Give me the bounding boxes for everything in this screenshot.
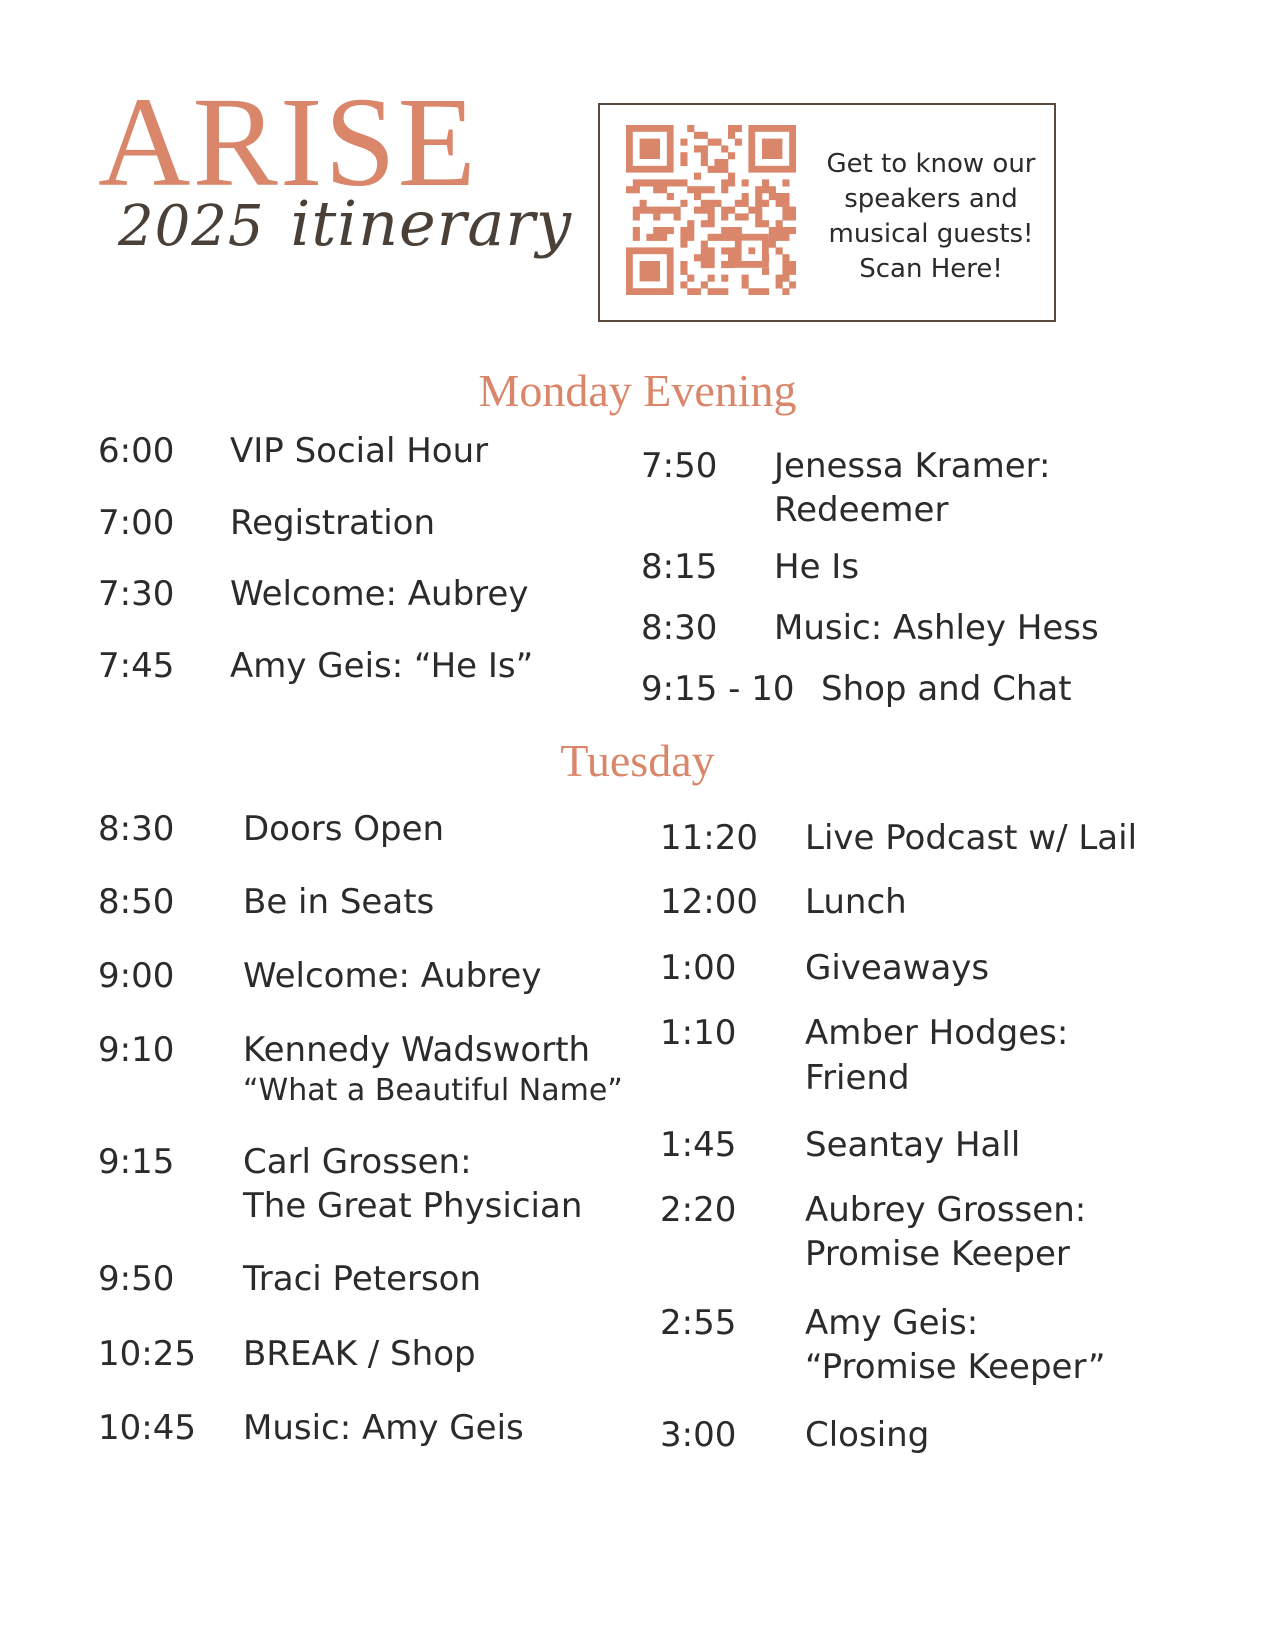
item-time: 1:45: [660, 1125, 737, 1165]
item-event: Amy Geis:: [805, 1303, 979, 1343]
item-event: Be in Seats: [243, 882, 435, 922]
item-time: 8:30: [98, 809, 175, 849]
item-event: Welcome: Aubrey: [230, 574, 529, 614]
qr-caption-line: musical guests!: [828, 219, 1034, 249]
item-time: 10:45: [98, 1408, 196, 1448]
qr-code-icon[interactable]: [626, 125, 796, 295]
page-title: ARISE: [98, 71, 478, 213]
item-event: Giveaways: [805, 948, 990, 988]
qr-caption-line: Get to know our: [826, 149, 1036, 179]
item-event: Welcome: Aubrey: [243, 956, 542, 996]
itinerary-subtitle: [118, 187, 572, 260]
item-time: 7:50: [641, 446, 718, 486]
item-event: BREAK / Shop: [243, 1334, 476, 1374]
item-event-line2: Promise Keeper: [805, 1234, 1070, 1274]
item-time: 9:10: [98, 1030, 175, 1070]
monday-heading: Monday Evening: [478, 365, 797, 416]
qr-callout: [598, 103, 1056, 322]
item-event: Carl Grossen:: [243, 1142, 472, 1182]
item-event: Kennedy Wadsworth: [243, 1030, 591, 1070]
item-time: 12:00: [660, 882, 758, 922]
item-event: Shop and Chat: [821, 669, 1072, 709]
item-time: 8:15: [641, 547, 718, 587]
qr-caption-line: Scan Here!: [859, 254, 1003, 284]
item-time: 7:30: [98, 574, 175, 614]
item-event: Lunch: [805, 882, 907, 922]
item-time: 8:30: [641, 608, 718, 648]
item-subtitle: “What a Beautiful Name”: [243, 1073, 623, 1108]
item-time: 1:00: [660, 948, 737, 988]
item-event: Doors Open: [243, 809, 445, 849]
item-event: Aubrey Grossen:: [805, 1190, 1087, 1230]
item-time: 9:50: [98, 1259, 175, 1299]
item-event: VIP Social Hour: [230, 431, 489, 471]
item-time: 9:00: [98, 956, 175, 996]
item-event: He Is: [774, 547, 860, 587]
itinerary-label: itinerary: [290, 187, 572, 260]
item-event: Jenessa Kramer:: [774, 446, 1051, 486]
qr-caption-line: speakers and: [844, 184, 1018, 214]
item-event-line2: “Promise Keeper”: [805, 1347, 1106, 1387]
item-event-line2: The Great Physician: [243, 1186, 583, 1226]
item-time: 1:10: [660, 1013, 737, 1053]
item-event: Seantay Hall: [805, 1125, 1021, 1165]
item-event-line2: Redeemer: [774, 490, 949, 530]
item-time: 6:00: [98, 431, 175, 471]
year-label: 2025: [118, 194, 265, 259]
item-time: 9:15 - 10: [641, 669, 795, 709]
item-time: 8:50: [98, 882, 175, 922]
item-time: 2:20: [660, 1190, 737, 1230]
item-event: Live Podcast w/ Lail: [805, 818, 1138, 858]
item-event: Registration: [230, 503, 436, 543]
item-time: 2:55: [660, 1303, 737, 1343]
item-event: Closing: [805, 1415, 930, 1455]
item-time: 11:20: [660, 818, 758, 858]
item-event: Traci Peterson: [243, 1259, 482, 1299]
item-event: Amber Hodges:: [805, 1013, 1069, 1053]
qr-caption: [818, 147, 1044, 287]
item-time: 9:15: [98, 1142, 175, 1182]
item-event: Amy Geis: “He Is”: [230, 646, 534, 686]
item-time: 10:25: [98, 1334, 196, 1374]
item-time: 3:00: [660, 1415, 737, 1455]
item-event: Music: Amy Geis: [243, 1408, 524, 1448]
tuesday-heading: Tuesday: [560, 735, 715, 786]
item-time: 7:45: [98, 646, 175, 686]
item-event: Music: Ashley Hess: [774, 608, 1099, 648]
item-event-line2: Friend: [805, 1058, 910, 1098]
item-time: 7:00: [98, 503, 175, 543]
